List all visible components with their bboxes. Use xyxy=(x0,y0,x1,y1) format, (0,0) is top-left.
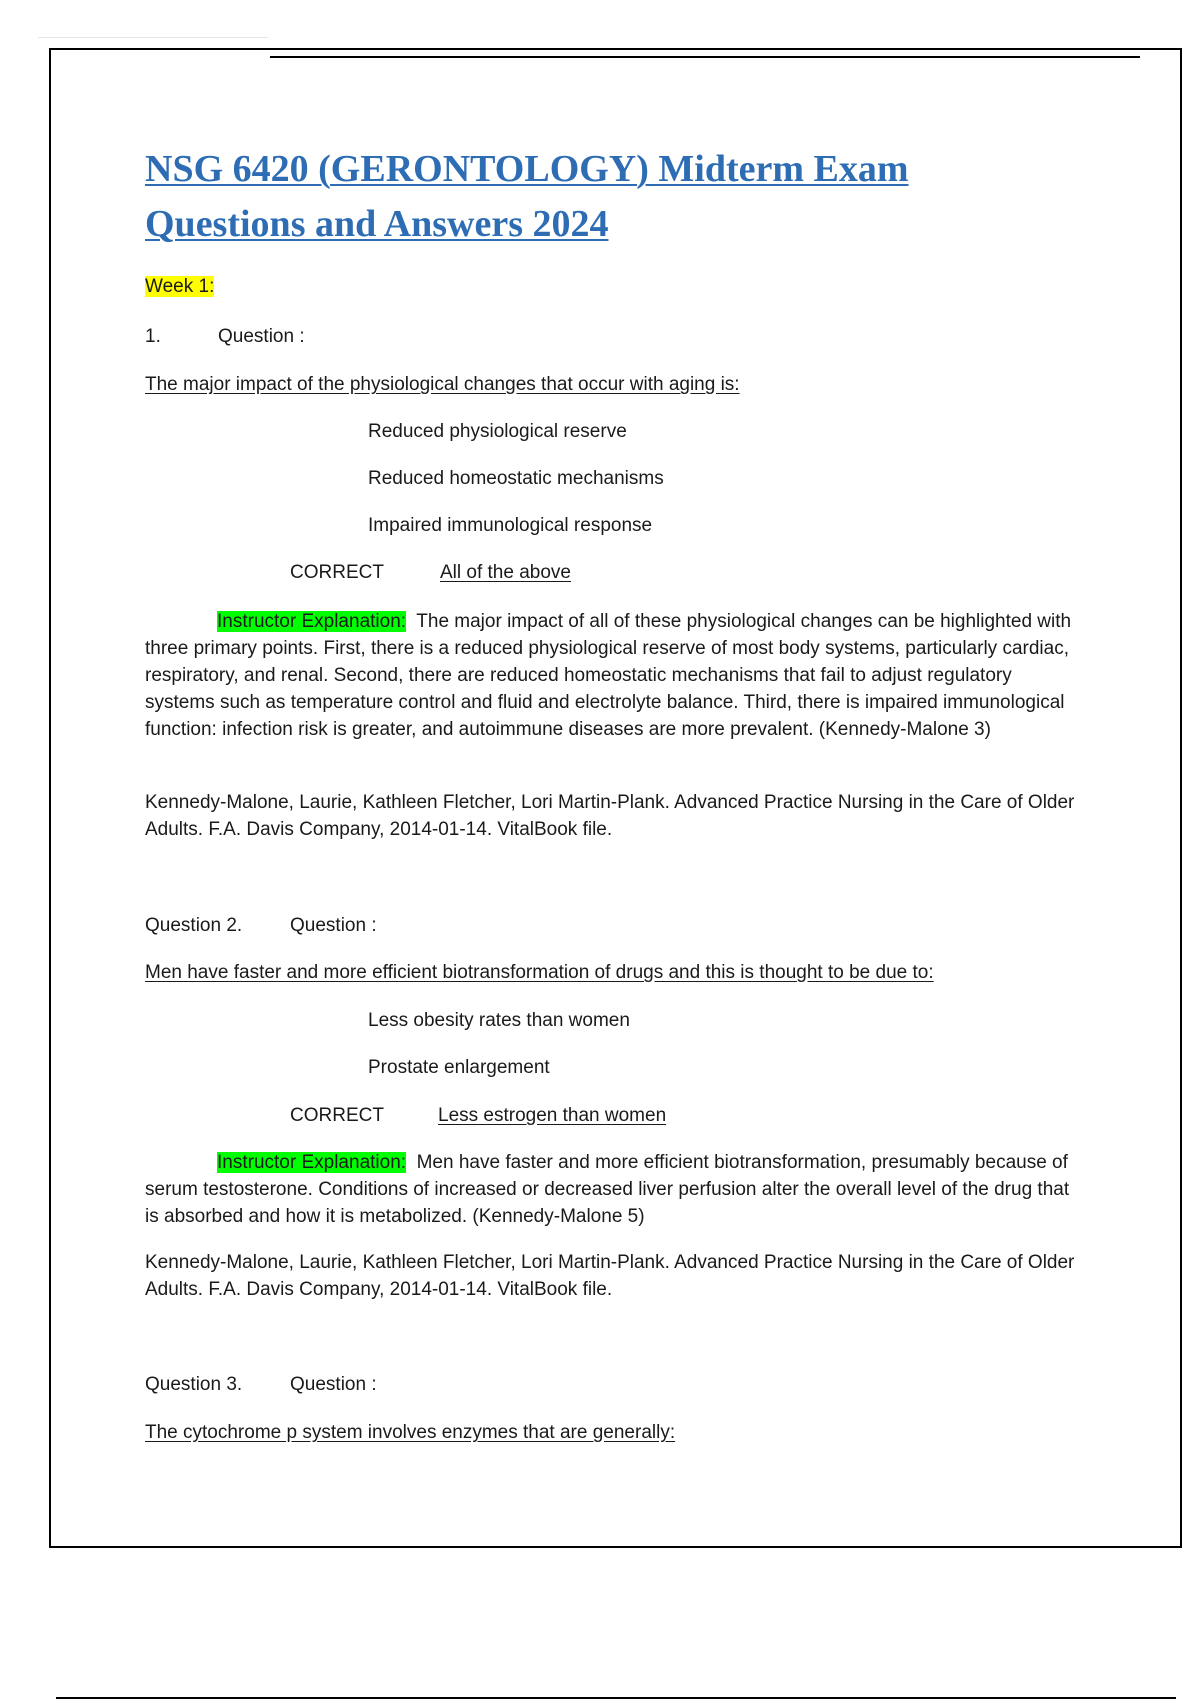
q2-prompt: Men have faster and more efficient biotransformation of drugs and this is thought to be due to: xyxy=(145,962,934,983)
week-label xyxy=(145,275,214,299)
q2-explanation-label: Instructor Explanation: xyxy=(217,1152,407,1173)
q2-option-2: Prostate enlargement xyxy=(368,1057,550,1078)
faint-top-line xyxy=(38,37,268,38)
q1-explanation-text: The major impact of all of these physiological changes can be highlighted with three primary points. First, there is a reduced physiological reserve of most body systems, particularly cardiac, respiratory, and renal. Second, there are reduced homeostatic mechanisms that fail to adjust regulatory systems such as temperature control and fluid and electrolyte balance. Third, there is impaired immunological function: infection risk is greater, and autoimmune diseases are more prevalent. (Kennedy-Malone 3) xyxy=(145,611,1072,740)
header-rule xyxy=(270,56,1140,58)
q2-number: Question 2. xyxy=(145,915,243,936)
q2-explanation-text: Men have faster and more efficient biotransformation, presumably because of serum testosterone. Conditions of increased or decreased liver perfusion alter the overall level of the drug that is absorbed and how it is metabolized. (Kennedy-Malone 5) xyxy=(145,1152,1070,1227)
bottom-rule xyxy=(56,1697,1176,1699)
q1-correct-answer: All of the above xyxy=(440,562,571,583)
title-line-1: NSG 6420 (GERONTOLOGY) Midterm Exam xyxy=(145,148,909,190)
q1-label: Question : xyxy=(218,326,305,347)
q2-correct-marker: CORRECT xyxy=(290,1105,384,1126)
q1-option-3: Impaired immunological response xyxy=(368,515,653,536)
q1-correct-marker: CORRECT xyxy=(290,562,384,583)
document-title xyxy=(145,142,1145,252)
q3-prompt: The cytochrome p system involves enzymes that are generally: xyxy=(145,1422,676,1443)
q2-explanation xyxy=(145,1149,1085,1230)
week-label-text: Week 1: xyxy=(145,276,215,297)
q2-correct-answer: Less estrogen than women xyxy=(438,1105,667,1126)
q1-prompt: The major impact of the physiological changes that occur with aging is: xyxy=(145,374,740,395)
q1-number: 1. xyxy=(145,326,161,347)
q1-option-2: Reduced homeostatic mechanisms xyxy=(368,468,664,489)
q1-explanation xyxy=(145,608,1085,743)
q2-reference: Kennedy-Malone, Laurie, Kathleen Fletcher, Lori Martin-Plank. Advanced Practice Nursing in the Care of Older Adults. F.A. Davis Company, 2014-01-14. VitalBook file. xyxy=(145,1252,1075,1300)
q2-option-1: Less obesity rates than women xyxy=(368,1010,630,1031)
title-line-2: Questions and Answers 2024 xyxy=(145,203,609,245)
q3-label: Question : xyxy=(290,1374,377,1395)
q1-option-1: Reduced physiological reserve xyxy=(368,421,627,442)
q3-number: Question 3. xyxy=(145,1374,243,1395)
q2-label: Question : xyxy=(290,915,377,936)
q1-explanation-label: Instructor Explanation: xyxy=(217,611,407,632)
q1-reference: Kennedy-Malone, Laurie, Kathleen Fletcher, Lori Martin-Plank. Advanced Practice Nursing in the Care of Older Adults. F.A. Davis Company, 2014-01-14. VitalBook file. xyxy=(145,792,1075,840)
